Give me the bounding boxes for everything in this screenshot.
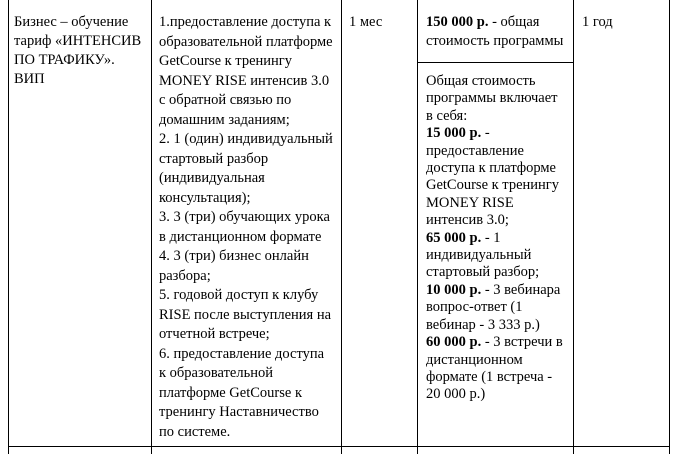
program-name-cell	[14, 13, 144, 89]
breakdown-line	[426, 230, 572, 247]
services-cell	[159, 13, 341, 442]
access-term-cell	[582, 13, 672, 32]
breakdown-text: - 3 встречи в	[481, 334, 563, 351]
breakdown-line: доступа к платформе	[426, 160, 556, 177]
column-divider	[341, 0, 342, 454]
services-line: 6. предоставление доступа	[159, 345, 325, 362]
services-line: образовательной платформе	[159, 33, 333, 50]
breakdown-amount: 60 000 р.	[426, 334, 482, 351]
services-line: 2. 1 (один) индивидуальный	[159, 131, 333, 147]
services-line: с обратной связью по	[159, 92, 292, 108]
services-line: (индивидуальная	[159, 170, 265, 186]
duration-value: 1 мес	[349, 14, 383, 30]
total-price-amount: 150 000 р.	[426, 14, 489, 30]
services-line: GetCourse к тренингу	[159, 53, 292, 69]
services-line: к образовательной	[159, 365, 273, 381]
breakdown-line	[426, 282, 572, 299]
breakdown-line: вопрос-ответ (1	[426, 299, 523, 316]
breakdown-line: формате (1 встреча -	[426, 368, 553, 385]
breakdown-text: - 3 вебинара	[481, 281, 561, 298]
services-line: тренингу Наставничество	[159, 404, 319, 420]
row-bottom-border	[8, 446, 670, 447]
services-line: консультация);	[159, 189, 251, 206]
breakdown-line: 20 000 р.)	[426, 386, 486, 403]
breakdown-amount: 65 000 р.	[426, 229, 482, 246]
breakdown-line: стартовый разбор;	[426, 264, 540, 281]
total-price-line: стоимость программы	[426, 33, 564, 49]
breakdown-line: предоставление	[426, 142, 524, 159]
breakdown-line: MONEY RISE	[426, 194, 514, 211]
program-name-line: тариф «ИНТЕНСИВ	[14, 33, 142, 49]
breakdown-line: индивидуальный	[426, 247, 532, 264]
breakdown-text: -	[481, 125, 490, 142]
total-price-line	[426, 13, 572, 32]
table-border-right	[669, 0, 670, 454]
total-price-cell	[426, 13, 572, 51]
services-line: в дистанционном формате	[159, 228, 322, 245]
column-divider	[573, 0, 574, 454]
breakdown-amount: 15 000 р.	[426, 125, 482, 142]
services-line: разбора;	[159, 267, 211, 284]
breakdown-line: в себя:	[426, 107, 468, 124]
services-line: по системе.	[159, 423, 231, 440]
services-line: 4. 3 (три) бизнес онлайн	[159, 248, 309, 264]
access-term-value: 1 год	[582, 14, 613, 30]
duration-cell	[349, 13, 407, 32]
breakdown-line: вебинар - 3 333 р.)	[426, 316, 540, 333]
program-name-line: ВИП	[14, 71, 45, 87]
breakdown-text: - 1	[481, 229, 501, 246]
breakdown-line: Общая стоимость	[426, 73, 536, 89]
services-line: стартовый разбор	[159, 150, 269, 167]
services-line: отчетной встрече;	[159, 326, 270, 342]
breakdown-line: дистанционном	[426, 351, 523, 368]
services-line: 3. 3 (три) обучающих урока	[159, 209, 330, 225]
services-line: платформе GetCourse к	[159, 384, 302, 401]
table-border-left	[8, 0, 9, 454]
services-line: 1.предоставление доступа к	[159, 14, 332, 30]
program-name-line: ПО ТРАФИКУ».	[14, 52, 115, 68]
breakdown-line: GetCourse к тренингу	[426, 177, 559, 194]
services-line: 5. годовой доступ к клубу	[159, 287, 319, 303]
program-name-line: Бизнес – обучение	[14, 14, 129, 30]
column-divider	[417, 0, 418, 454]
breakdown-amount: 10 000 р.	[426, 281, 482, 298]
total-price-text: - общая	[488, 14, 540, 30]
price-cell-divider	[417, 62, 574, 63]
services-line: домашним заданиям;	[159, 111, 290, 128]
price-breakdown-cell	[426, 73, 572, 404]
column-divider	[151, 0, 152, 454]
services-line: MONEY RISE интенсив 3.0	[159, 72, 330, 89]
breakdown-line	[426, 125, 572, 142]
services-line: RISE после выступления на	[159, 306, 332, 323]
breakdown-line: программы включает	[426, 90, 558, 107]
breakdown-line: интенсив 3.0;	[426, 212, 509, 229]
breakdown-line	[426, 334, 572, 351]
